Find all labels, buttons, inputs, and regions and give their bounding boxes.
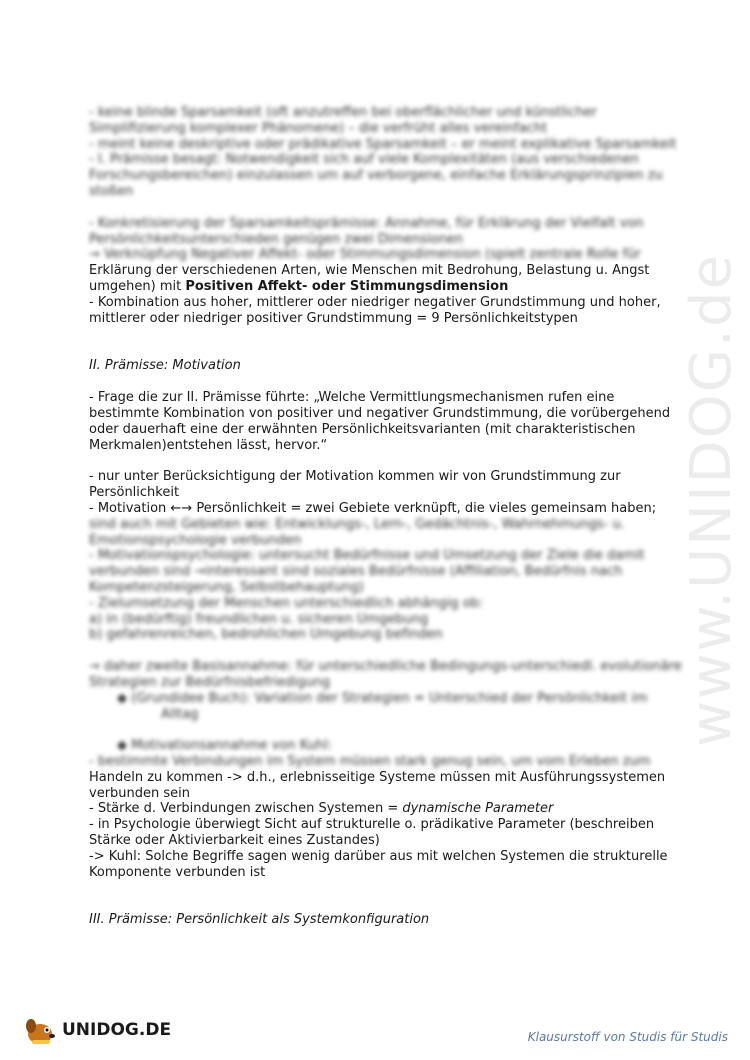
text-line: Emotionspsychologie verbunden [89,532,302,548]
unidog-logo[interactable] [22,1016,171,1046]
text-line: ◆ Motivationsannahme von Kuhl: [117,738,333,754]
text-line: - I. Prämisse besagt: Notwendigkeit sich auf viele Komplexitäten (aus verschiedenen [89,152,639,168]
dog-icon [22,1016,58,1046]
text-line: - Zielumsetzung der Menschen unterschiedlich abhängig ob: [89,595,484,611]
text-line: Stärke oder Aktivierbarkeit eines Zustandes) [89,833,380,849]
text-line: Simplifizierung komplexer Phänomene) – die verfrüht alles vereinfacht [89,120,548,136]
blurred-paragraph-4 [89,659,682,691]
blurred-paragraph-5 [89,738,649,770]
text-line: verbunden sind →interessant sind soziales Bedürfnisse (Affiliation, Bedürfnis nach [89,564,623,580]
text-line: Strategien zur Bedürfnisbefriedigung [89,674,331,690]
text-line: - Motivationspsychologie: untersucht Bedürfnisse und Umsetzung der Ziele die damit [89,548,645,564]
text-line: sind auch mit Gebieten wie: Entwicklungs-, Lern-, Gedächtnis-, Wahrnehmungs- u. [89,516,625,532]
italic-term: dynamische Parameter [402,801,554,817]
text-line: a) in (bedürftig) freundlichen u. sicheren Umgebung [89,611,429,627]
blurred-paragraph-2 [89,216,649,263]
paragraph-motivation [89,469,657,516]
paragraph-affect-dimension [89,263,661,326]
text-line: Kompetenzsteigerung, Selbstbehauptung) [89,579,364,595]
text-line: - Motivation ←→ Persönlichkeit = zwei Gebiete verknüpft, die vieles gemeinsam haben; [89,500,657,516]
blurred-paragraph-3 [89,517,649,643]
text-line: - meint keine deskriptive oder prädikative Sparsamkeit – er meint explikative Sparsamkeit [89,136,677,152]
text-line: Alltag [161,706,199,722]
text-line: Komponente verbunden ist [89,864,266,880]
text-line: oder dauerhaft eine der erwähnten Persönlichkeitsvarianten (mit charakteristischen [89,421,636,437]
bold-term: Positiven Affekt- oder Stimmungsdimension [185,278,509,294]
text-line: stoßen [89,183,134,199]
text-line: Persönlichkeitsunterschieden genügen zwei Dimensionen [89,231,464,247]
blurred-paragraph-1 [89,105,677,200]
section-heading-2: II. Prämisse: Motivation [89,358,241,374]
text-line: Merkmalen)entstehen lässt, hervor.“ [89,437,328,453]
text-line: - Frage die zur II. Prämisse führte: „Welche Vermittlungsmechanismen rufen eine [89,390,615,406]
text-line: Persönlichkeit [89,485,180,501]
text-line: verbunden sein [89,785,191,801]
text-line: - nur unter Berücksichtigung der Motivation kommen wir von Grundstimmung zur [89,469,621,485]
text-line [89,279,649,295]
text-span: umgehen) mit [89,278,186,294]
text-line: -> Kuhl: Solche Begriffe sagen wenig darüber aus mit welchen Systemen die strukturelle [89,848,668,864]
text-line: Forschungsbereichen) einzulassen um auf verborgene, einfache Erklärungsprinzipien zu [89,168,663,184]
text-line: mittlerer oder niedriger positiver Grundstimmung = 9 Persönlichkeitstypen [89,310,578,326]
blurred-bullet-1 [89,691,649,723]
paragraph-kuhl [89,769,668,881]
text-line: → daher zweite Basisannahme: für unterschiedliche Bedingungs-unterschiedl. evolutionäre [89,659,682,675]
footer-tagline: Klausurstoff von Studis für Studis [527,1030,728,1044]
text-line: bestimmte Kombination von positiver und negativer Grundstimmung, die vorübergehend [89,405,671,421]
document-body [89,105,682,928]
text-line: - in Psychologie überwiegt Sicht auf strukturelle o. prädikative Parameter (beschreiben [89,817,655,833]
text-line: - bestimmte Verbindungen im System müssen stark genug sein, um vom Erleben zum [89,754,651,770]
text-line: → Verknüpfung Negativer Affekt- oder Stimmungsdimension (spielt zentrale Rolle für [89,247,641,263]
text-line: b) gefahrenreichen, bedrohlichen Umgebung befinden [89,627,443,643]
text-line: Handeln zu kommen -> d.h., erlebnisseitige Systeme müssen mit Ausführungssystemen [89,769,666,785]
text-line: - Kombination aus hoher, mittlerer oder niedriger negativer Grundstimmung und hoher, [89,294,661,310]
text-line: - Konkretisierung der Sparsamkeitsprämisse: Annahme, für Erklärung der Vielfalt von [89,215,644,231]
text-line: Erklärung der verschiedenen Arten, wie Menschen mit Bedrohung, Belastung u. Angst [89,263,650,279]
text-line: - keine blinde Sparsamkeit (oft anzutreffen bei oberflächlicher und künstlicher [89,105,597,120]
text-span: - Stärke d. Verbindungen zwischen Systemen = [89,801,403,817]
paragraph-question [89,390,671,453]
text-line [89,801,649,817]
watermark: www.UNIDOG.de [679,253,745,747]
section-heading-3: III. Prämisse: Persönlichkeit als Systemkonfiguration [89,912,430,928]
text-line: ◆ (Grundidee Buch): Variation der Strategien = Unterschied der Persönlichkeit im [117,690,648,706]
logo-text: UNIDOG.DE [62,1020,172,1041]
